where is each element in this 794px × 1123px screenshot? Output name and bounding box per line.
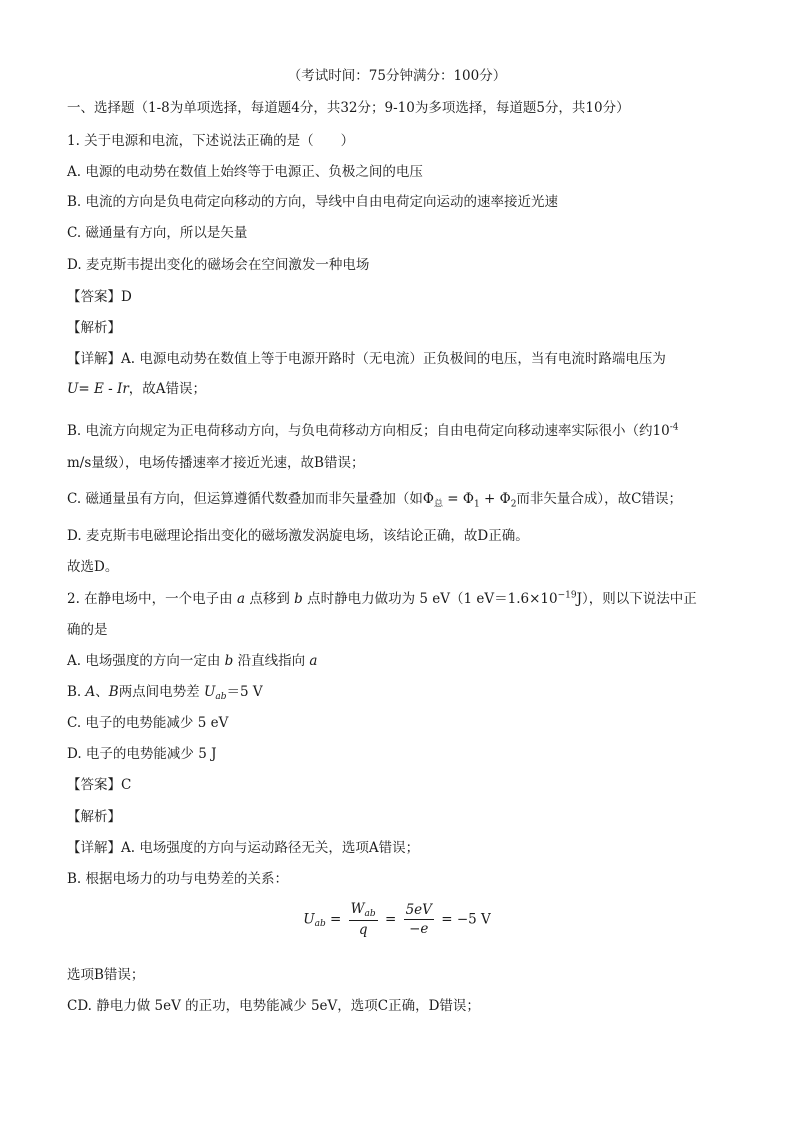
q1-answer [67, 288, 132, 306]
eq-w-sub: ab [364, 909, 376, 919]
phi2-sub: 2 [510, 499, 517, 510]
q2-option-c: C. 电子的电势能减少 5 eV [67, 715, 229, 731]
answer-label: 【答案】 [67, 289, 121, 305]
eq-frac1-numerator [349, 901, 378, 921]
q2-opt-b-text1: B. [67, 684, 86, 700]
q2-opt-b-B: B [108, 684, 119, 700]
point-a: a [236, 591, 246, 607]
q1-option-d: D. 麦克斯韦提出变化的磁场会在空间激发一种电场 [67, 257, 370, 273]
answer-value: C [121, 777, 132, 793]
q2-detail-cd: CD. 静电力做 5eV 的正功，电势能减少 5eV，选项C正确，D错误； [67, 998, 480, 1014]
eq-equals-1: = [330, 911, 342, 928]
q1-detail-c [67, 490, 682, 508]
q2-stem-line1 [67, 590, 697, 608]
eq-u-sub: ab [314, 919, 326, 929]
eq-frac2-numerator: 5eV [405, 902, 432, 918]
q2-stem-part3: 点时静电力做功为 5 eV（1 eV＝1.6×10 [302, 591, 558, 607]
detail-c-text3: + Φ [479, 491, 511, 507]
eq-u: U [303, 911, 315, 928]
q2-opt-b-text2: 、 [95, 684, 109, 700]
q2-opt-b-text4: ＝5 V [226, 684, 263, 700]
q1-detail-b-line2: m/s量级），电场传播速率才接近光速，故B错误； [67, 455, 365, 471]
q2-stem-part2: 点移到 [245, 591, 295, 607]
q2-opt-a-text2: 沿直线指向 [233, 653, 310, 669]
q1-detail-b-line1 [67, 422, 678, 440]
detail-c-text1: C. 磁通量虽有方向，但运算遵循代数叠加而非矢量叠加（如Φ [67, 491, 434, 507]
exam-time: （考试时间：75分钟满分：100分） [287, 68, 507, 84]
q2-opt-a-b: b [224, 653, 234, 669]
phi-total-sub: 总 [434, 499, 444, 510]
formula-rest: = E - Ir [78, 381, 129, 397]
eq-frac2-denominator: −e [409, 921, 429, 937]
q2-stem-part4: J），则以下说法中正 [576, 591, 697, 607]
q2-opt-a-a: a [309, 653, 318, 669]
q1-detail-a-line2 [67, 380, 206, 398]
formula-u: U [67, 381, 79, 397]
q2-opt-b-text3: 两点间电势差 [118, 684, 204, 700]
answer-value: D [121, 289, 132, 305]
q1-detail-d: D. 麦克斯韦电磁理论指出变化的磁场激发涡旋电场，该结论正确，故D正确。 [67, 528, 529, 544]
eq-fraction-2 [404, 902, 434, 937]
eq-fraction-1 [349, 901, 378, 938]
q2-option-b [67, 683, 263, 706]
section-title: 一、选择题（1-8为单项选择，每道题4分，共32分；9-10为多项选择，每道题5分，共10分） [67, 100, 630, 116]
phi1-sub: 1 [473, 499, 480, 510]
q1-detail-a-line1: 【详解】A. 电源电动势在数值上等于电源开路时（无电流）正负极间的电压，当有电流时路端电压为 [67, 351, 666, 367]
q2-option-d: D. 电子的电势能减少 5 J [67, 746, 217, 762]
q2-detail-b-end: 选项B错误； [67, 967, 145, 983]
eq-frac1-denominator: q [358, 922, 368, 938]
q2-answer [67, 776, 131, 794]
q1-option-a: A. 电源的电动势在数值上始终等于电源正、负极之间的电压 [67, 164, 423, 180]
q1-option-b: B. 电流的方向是负电荷定向移动的方向，导线中自由电荷定向运动的速率接近光速 [67, 194, 559, 210]
eq-equals-2: = [384, 911, 397, 928]
detail-c-text4: 而非矢量合成），故C错误； [516, 491, 683, 507]
q1-conclusion: 故选D。 [67, 559, 119, 575]
q1-analysis-label: 【解析】 [67, 320, 121, 336]
detail-b-text: B. 电流方向规定为正电荷移动方向，与负电荷移动方向相反；自由电荷定向移动速率实际很小（约10 [67, 423, 670, 439]
q2-opt-b-A: A [85, 684, 96, 700]
q2-equation [0, 901, 794, 938]
detail-b-exponent: -4 [669, 422, 679, 433]
q2-analysis-label: 【解析】 [67, 809, 121, 825]
q2-opt-b-sub: ab [215, 692, 227, 702]
q2-detail-b: B. 根据电场力的功与电势差的关系： [67, 871, 289, 887]
q2-option-a [67, 652, 317, 670]
eq-w: W [350, 901, 365, 917]
q2-opt-a-text1: A. 电场强度的方向一定由 [67, 653, 225, 669]
q1-option-c: C. 磁通量有方向，所以是矢量 [67, 225, 248, 241]
q2-stem-line2: 确的是 [67, 622, 108, 638]
q2-stem-part1: 2. 在静电场中，一个电子由 [67, 591, 237, 607]
point-b: b [294, 591, 303, 607]
q2-exponent: −19 [557, 590, 577, 601]
detail-c-text2: = Φ [443, 491, 474, 507]
q2-opt-b-u: U [203, 684, 216, 700]
q2-detail-a: 【详解】A. 电场强度的方向与运动路径无关，选项A错误； [67, 840, 420, 856]
detail-a-end: ，故A错误； [128, 381, 207, 397]
eq-result: = −5 V [441, 911, 491, 928]
q1-stem: 1. 关于电源和电流，下述说法正确的是（ ） [67, 133, 355, 149]
answer-label: 【答案】 [67, 777, 121, 793]
